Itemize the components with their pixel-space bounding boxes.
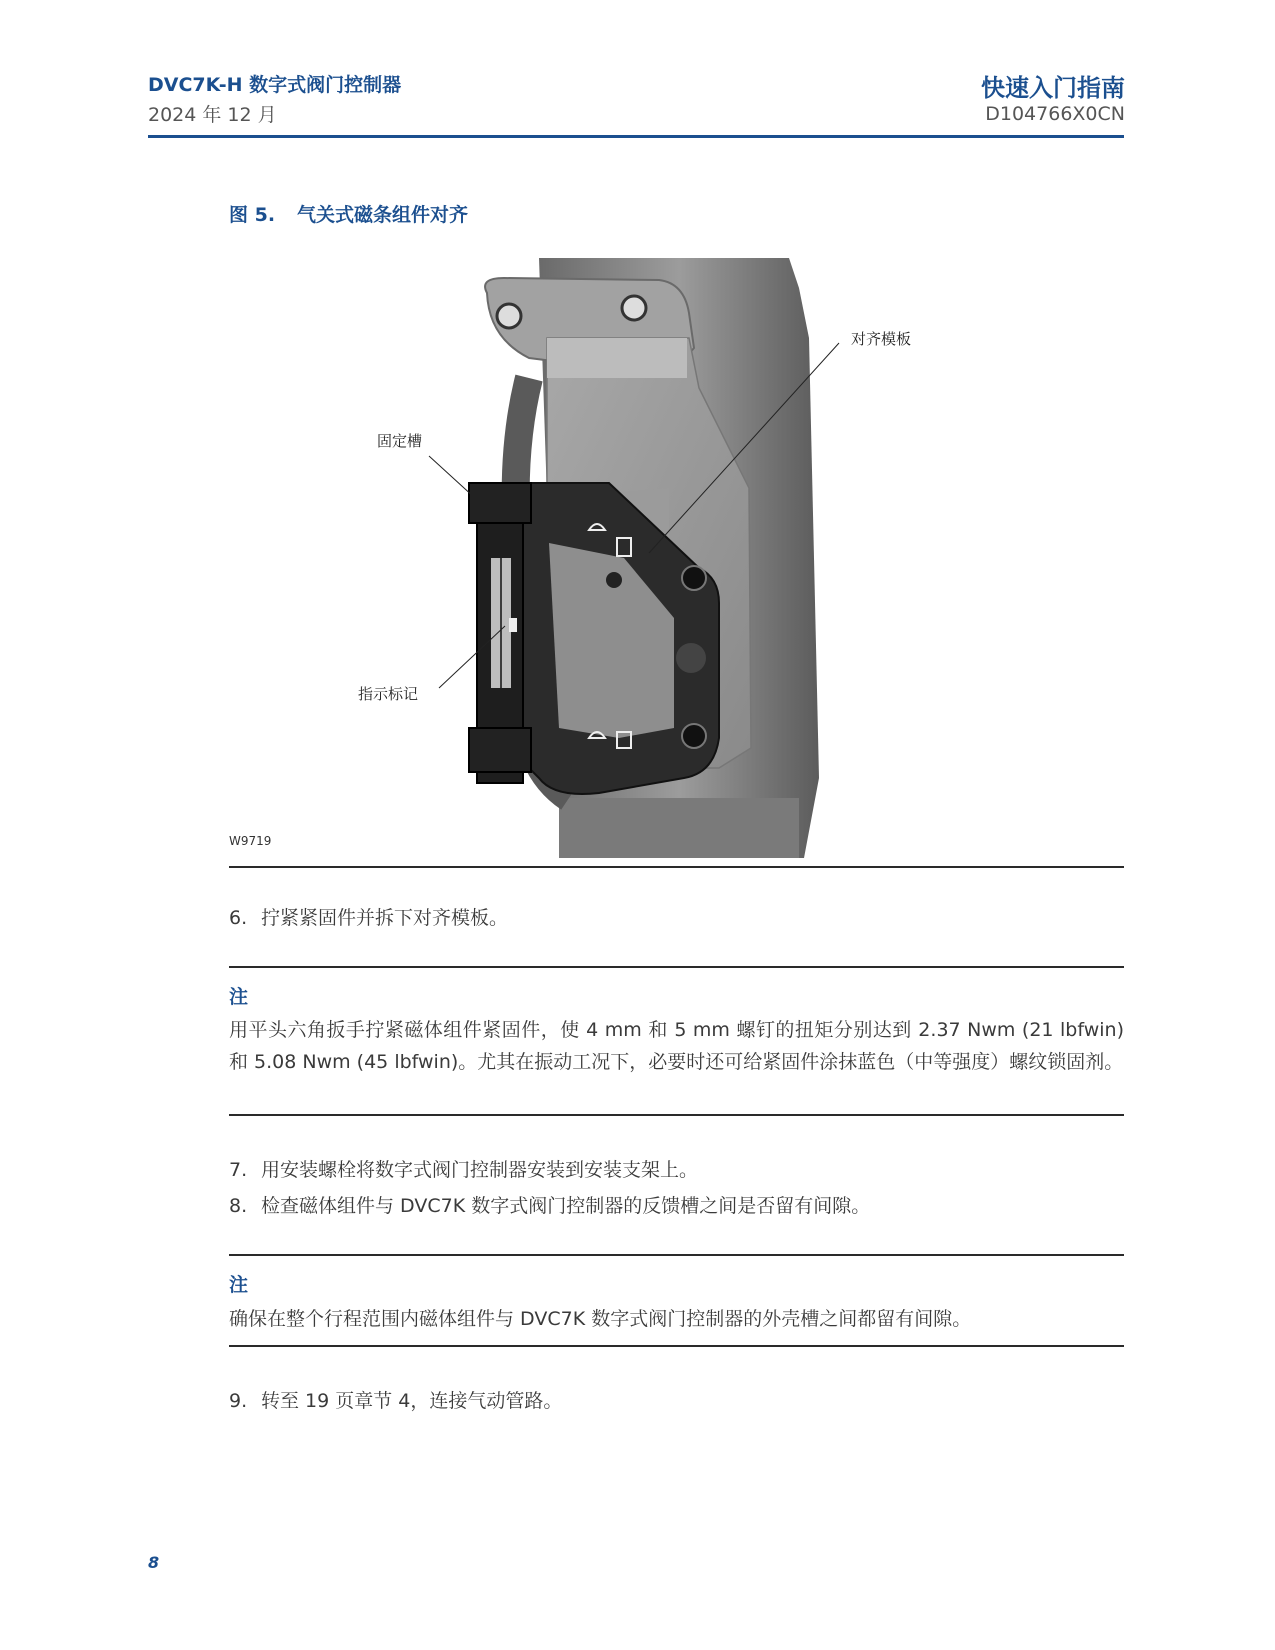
note-heading: 注 <box>229 1274 249 1296</box>
magnet-assembly <box>469 483 531 783</box>
figure-illustration <box>229 258 1124 858</box>
step-number: 7. <box>229 1159 248 1181</box>
note-bottom-rule <box>229 1345 1124 1347</box>
step-text: 拧紧紧固件并拆下对齐模板。 <box>261 907 509 929</box>
note-text: 用平头六角扳手拧紧磁体组件紧固件，使 4 mm 和 5 mm 螺钉的扭矩分别达到 2.37 Nwm (21 lbfwin) 和 5.08 Nwm (45 lbfwin)。尤其在振动工况下，必要时还可给紧固件涂抹蓝色（中等强度）螺纹锁固剂。 <box>229 1019 1124 1073</box>
step-text: 用安装螺栓将数字式阀门控制器安装到安装支架上。 <box>261 1159 699 1181</box>
step-8 <box>229 1191 870 1218</box>
note-bottom-rule <box>229 1114 1124 1116</box>
leader-slot <box>429 456 475 498</box>
note-text: 确保在整个行程范围内磁体组件与 DVC7K 数字式阀门控制器的外壳槽之间都留有间隙。 <box>229 1308 972 1330</box>
page-number: 8 <box>148 1553 160 1572</box>
step-number: 9. <box>229 1390 248 1412</box>
figure-title: 气关式磁条组件对齐 <box>297 204 469 226</box>
figure-number: 图 5. <box>229 204 276 226</box>
callout-mark: 指示标记 <box>358 685 419 703</box>
callout-template: 对齐模板 <box>851 330 912 348</box>
note-top-rule <box>229 966 1124 968</box>
note-heading: 注 <box>229 986 249 1008</box>
header-product-title: DVC7K-H 数字式阀门控制器 <box>148 74 402 96</box>
header-doc-number: D104766X0CN <box>985 103 1125 125</box>
step-6 <box>229 903 508 930</box>
header-date: 2024 年 12 月 <box>148 104 277 126</box>
step-number: 6. <box>229 907 248 929</box>
step-text: 转至 19 页章节 4，连接气动管路。 <box>261 1390 563 1412</box>
figure-code: W9719 <box>229 834 272 848</box>
step-number: 8. <box>229 1195 248 1217</box>
callout-slot: 固定槽 <box>377 432 423 450</box>
note-top-rule <box>229 1254 1124 1256</box>
step-7 <box>229 1155 698 1182</box>
figure-bottom-rule <box>229 866 1124 868</box>
header-rule <box>148 135 1124 138</box>
step-9 <box>229 1386 562 1413</box>
header-guide-title: 快速入门指南 <box>981 74 1125 102</box>
step-text: 检查磁体组件与 DVC7K 数字式阀门控制器的反馈槽之间是否留有间隙。 <box>261 1195 871 1217</box>
